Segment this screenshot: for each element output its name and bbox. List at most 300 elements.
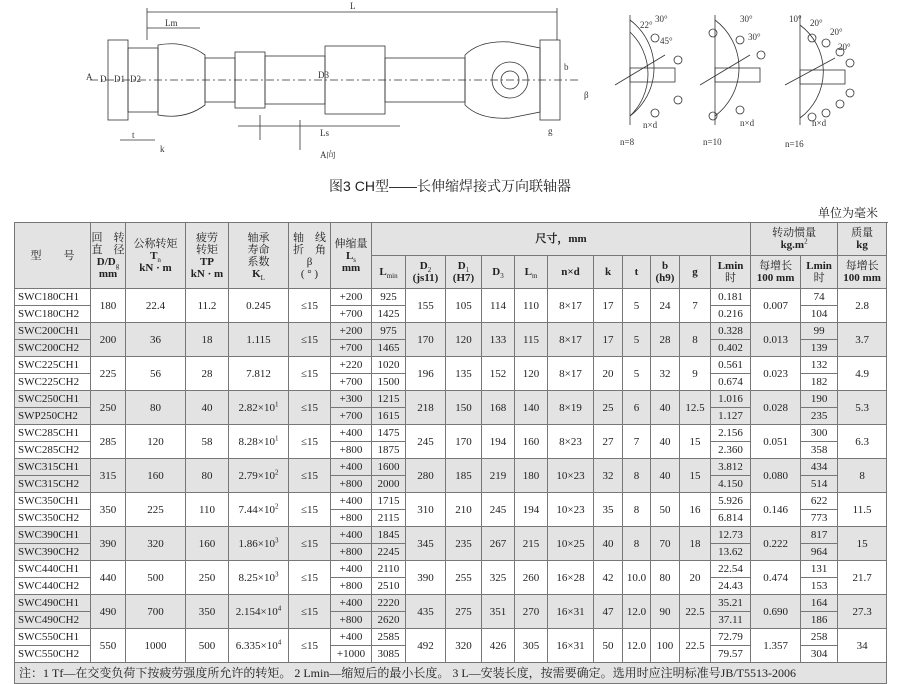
mass-per100-cell: 8 (838, 459, 887, 493)
mass-lmin-cell: 514 (801, 476, 838, 493)
kl-cell: 0.245 (229, 289, 289, 323)
d-cell: 285 (91, 425, 126, 459)
beta-cell: ≤15 (289, 561, 331, 595)
nxd-cell: 8×17 (548, 289, 594, 323)
d2h7-cell: 120 (446, 323, 482, 357)
inertia-lmin-cell: 13.62 (711, 544, 751, 561)
label-n8: n=8 (620, 137, 635, 147)
mass-lmin-cell: 300 (801, 425, 838, 442)
model-cell: SWC180CH2 (15, 306, 91, 323)
header-d3: $D_3$ (482, 256, 515, 289)
mass-lmin-cell: 131 (801, 561, 838, 578)
mass-lmin-cell: 139 (801, 340, 838, 357)
nxd-cell: 16×31 (548, 629, 594, 663)
tn-cell: 22.4 (126, 289, 186, 323)
label-D3: D3 (318, 70, 329, 80)
tp-cell: 500 (186, 629, 229, 663)
mass-per100-cell: 21.7 (838, 561, 887, 595)
lm-cell: 270 (515, 595, 548, 629)
d2h7-cell: 150 (446, 391, 482, 425)
mass-lmin-cell: 773 (801, 510, 838, 527)
model-cell: SWC490CH2 (15, 612, 91, 629)
mass-per100-cell: 5.3 (838, 391, 887, 425)
header-d2-js11: $D_2$ (js11) (406, 256, 446, 289)
b-cell: 70 (651, 527, 680, 561)
kl-cell: $2.82\times 10^1$ (229, 391, 289, 425)
nxd-cell: 8×17 (548, 323, 594, 357)
t-cell: 6 (623, 391, 651, 425)
label-n10: n=10 (703, 137, 722, 147)
lmin-cell: 1020 (372, 357, 406, 374)
model-cell: SWC350CH1 (15, 493, 91, 510)
d2js-cell: 170 (406, 323, 446, 357)
label-nxd-3: n×d (812, 118, 827, 128)
d2h7-cell: 275 (446, 595, 482, 629)
mass-per100-cell: 2.8 (838, 289, 887, 323)
label-angle-22: 22° (640, 20, 653, 30)
table-row (15, 425, 887, 442)
tp-cell: 28 (186, 357, 229, 391)
k-cell: 20 (594, 357, 623, 391)
b-cell: 28 (651, 323, 680, 357)
d-cell: 440 (91, 561, 126, 595)
label-angle-30c: 30° (748, 32, 761, 42)
mass-lmin-cell: 358 (801, 442, 838, 459)
lm-cell: 180 (515, 459, 548, 493)
d2js-cell: 218 (406, 391, 446, 425)
inertia-lmin-cell: 1.016 (711, 391, 751, 408)
label-nxd-2: n×d (740, 118, 755, 128)
label-beta: β (584, 90, 589, 100)
label-Lm: Lm (165, 18, 178, 28)
mass-lmin-cell: 964 (801, 544, 838, 561)
label-D1: D1 (114, 74, 125, 84)
header-nominal-torque: 公称转矩 $T_n$ kN · m (126, 223, 186, 289)
model-cell: SWC315CH1 (15, 459, 91, 476)
inertia-lmin-cell: 35.21 (711, 595, 751, 612)
mass-lmin-cell: 304 (801, 646, 838, 663)
lmin-cell: 1475 (372, 425, 406, 442)
b-cell: 90 (651, 595, 680, 629)
t-cell: 12.0 (623, 629, 651, 663)
model-cell: SWC285CH1 (15, 425, 91, 442)
k-cell: 47 (594, 595, 623, 629)
d3-cell: 114 (482, 289, 515, 323)
lmin-cell: 925 (372, 289, 406, 306)
nxd-cell: 8×17 (548, 357, 594, 391)
kl-cell: $2.79\times 10^2$ (229, 459, 289, 493)
d-cell: 390 (91, 527, 126, 561)
tp-cell: 350 (186, 595, 229, 629)
tn-cell: 56 (126, 357, 186, 391)
lm-cell: 305 (515, 629, 548, 663)
d2h7-cell: 210 (446, 493, 482, 527)
table-row (15, 323, 887, 340)
model-cell: SWC350CH2 (15, 510, 91, 527)
g-cell: 9 (680, 357, 711, 391)
inertia-lmin-cell: 0.674 (711, 374, 751, 391)
table-row (15, 391, 887, 408)
inertia-lmin-cell: 5.926 (711, 493, 751, 510)
mass-lmin-cell: 104 (801, 306, 838, 323)
table-row (15, 595, 887, 612)
label-angle-20a: 20° (810, 18, 823, 28)
d2js-cell: 492 (406, 629, 446, 663)
d3-cell: 168 (482, 391, 515, 425)
header-mass-per100: 每增长 100 mm (838, 256, 887, 289)
tp-cell: 11.2 (186, 289, 229, 323)
lmin-cell: 2000 (372, 476, 406, 493)
mass-lmin-cell: 164 (801, 595, 838, 612)
inertia-per100-cell: 0.474 (751, 561, 801, 595)
unit-label: 单位为毫米 (817, 206, 878, 220)
label-n16: n=16 (785, 139, 804, 149)
table-row (15, 493, 887, 510)
inertia-lmin-cell: 4.150 (711, 476, 751, 493)
k-cell: 50 (594, 629, 623, 663)
stretch-cell: +400 (331, 493, 372, 510)
stretch-cell: +700 (331, 340, 372, 357)
b-cell: 50 (651, 493, 680, 527)
inertia-lmin-cell: 0.402 (711, 340, 751, 357)
model-cell: SWC250CH1 (15, 391, 91, 408)
d2h7-cell: 255 (446, 561, 482, 595)
beta-cell: ≤15 (289, 595, 331, 629)
stretch-cell: +400 (331, 561, 372, 578)
lmin-cell: 1615 (372, 408, 406, 425)
g-cell: 22.5 (680, 629, 711, 663)
stretch-cell: +700 (331, 374, 372, 391)
inertia-per100-cell: 0.146 (751, 493, 801, 527)
header-inertia: 转动惯量 $kg.m^2$ (751, 223, 838, 256)
stretch-cell: +1000 (331, 646, 372, 663)
kl-cell: $8.25\times 10^3$ (229, 561, 289, 595)
kl-cell: $1.86\times 10^3$ (229, 527, 289, 561)
label-k: k (160, 144, 165, 154)
coupling-spec-table (14, 222, 887, 684)
k-cell: 32 (594, 459, 623, 493)
mass-lmin-cell: 190 (801, 391, 838, 408)
model-cell: SWC315CH2 (15, 476, 91, 493)
header-diameter: 回 转 直 径 $D/D_g$ mm (91, 223, 126, 289)
mass-per100-cell: 11.5 (838, 493, 887, 527)
tp-cell: 58 (186, 425, 229, 459)
kl-cell: $2.154\times 10^4$ (229, 595, 289, 629)
label-L: L (350, 1, 356, 11)
header-g: g (680, 256, 711, 289)
inertia-lmin-cell: 0.328 (711, 323, 751, 340)
stretch-cell: +220 (331, 357, 372, 374)
nxd-cell: 10×25 (548, 527, 594, 561)
inertia-lmin-cell: 0.216 (711, 306, 751, 323)
lm-cell: 140 (515, 391, 548, 425)
beta-cell: ≤15 (289, 629, 331, 663)
lmin-cell: 2585 (372, 629, 406, 646)
stretch-cell: +800 (331, 544, 372, 561)
b-cell: 32 (651, 357, 680, 391)
label-angle-30b: 30° (740, 14, 753, 24)
label-angle-20c: 20° (838, 42, 851, 52)
stretch-cell: +400 (331, 595, 372, 612)
table-row (15, 289, 887, 306)
inertia-per100-cell: 0.080 (751, 459, 801, 493)
d3-cell: 152 (482, 357, 515, 391)
inertia-per100-cell: 0.028 (751, 391, 801, 425)
stretch-cell: +400 (331, 425, 372, 442)
header-d1-h7: $D_1$ (H7) (446, 256, 482, 289)
header-inertia-lmin: Lmin 时 (711, 256, 751, 289)
inertia-lmin-cell: 72.79 (711, 629, 751, 646)
lm-cell: 115 (515, 323, 548, 357)
header-fatigue-torque: 疲劳 转矩 TP kN · m (186, 223, 229, 289)
table-row (15, 629, 887, 646)
beta-cell: ≤15 (289, 425, 331, 459)
d-cell: 250 (91, 391, 126, 425)
label-b: b (564, 62, 569, 72)
d2js-cell: 310 (406, 493, 446, 527)
nxd-cell: 8×19 (548, 391, 594, 425)
d3-cell: 133 (482, 323, 515, 357)
figure-caption: 图3 CH型——长伸缩焊接式万向联轴器 (329, 178, 571, 194)
d2h7-cell: 105 (446, 289, 482, 323)
lmin-cell: 2245 (372, 544, 406, 561)
table-row (15, 357, 887, 374)
tn-cell: 1000 (126, 629, 186, 663)
nxd-cell: 16×28 (548, 561, 594, 595)
stretch-cell: +400 (331, 527, 372, 544)
inertia-per100-cell: 0.023 (751, 357, 801, 391)
stretch-cell: +700 (331, 306, 372, 323)
label-angle-45: 45° (660, 36, 673, 46)
stretch-cell: +700 (331, 408, 372, 425)
d-cell: 490 (91, 595, 126, 629)
d-cell: 350 (91, 493, 126, 527)
tn-cell: 80 (126, 391, 186, 425)
kl-cell: $8.28\times 10^1$ (229, 425, 289, 459)
lmin-cell: 3085 (372, 646, 406, 663)
label-view-a: A向 (320, 150, 336, 160)
d2js-cell: 196 (406, 357, 446, 391)
label-t: t (132, 130, 135, 140)
t-cell: 8 (623, 459, 651, 493)
tp-cell: 110 (186, 493, 229, 527)
table-row (15, 561, 887, 578)
lm-cell: 194 (515, 493, 548, 527)
g-cell: 15 (680, 425, 711, 459)
k-cell: 40 (594, 527, 623, 561)
t-cell: 7 (623, 425, 651, 459)
label-Ls: Ls (320, 128, 329, 138)
d2h7-cell: 185 (446, 459, 482, 493)
t-cell: 5 (623, 289, 651, 323)
d2h7-cell: 170 (446, 425, 482, 459)
header-beta: 轴 线 折 角 β ( ° ) (289, 223, 331, 289)
d2js-cell: 345 (406, 527, 446, 561)
lm-cell: 160 (515, 425, 548, 459)
mass-lmin-cell: 99 (801, 323, 838, 340)
d2js-cell: 435 (406, 595, 446, 629)
g-cell: 18 (680, 527, 711, 561)
lmin-cell: 1425 (372, 306, 406, 323)
g-cell: 7 (680, 289, 711, 323)
lmin-cell: 975 (372, 323, 406, 340)
inertia-lmin-cell: 2.360 (711, 442, 751, 459)
inertia-lmin-cell: 0.181 (711, 289, 751, 306)
tn-cell: 120 (126, 425, 186, 459)
g-cell: 22.5 (680, 595, 711, 629)
label-angle-10: 10° (789, 14, 802, 24)
inertia-lmin-cell: 24.43 (711, 578, 751, 595)
lm-cell: 215 (515, 527, 548, 561)
model-cell: SWC225CH1 (15, 357, 91, 374)
inertia-per100-cell: 0.013 (751, 323, 801, 357)
inertia-per100-cell: 0.007 (751, 289, 801, 323)
inertia-lmin-cell: 79.57 (711, 646, 751, 663)
stretch-cell: +800 (331, 442, 372, 459)
stretch-cell: +200 (331, 289, 372, 306)
b-cell: 80 (651, 561, 680, 595)
nxd-cell: 10×23 (548, 493, 594, 527)
d-cell: 180 (91, 289, 126, 323)
label-D: D (100, 74, 107, 84)
b-cell: 40 (651, 391, 680, 425)
stretch-cell: +800 (331, 578, 372, 595)
k-cell: 27 (594, 425, 623, 459)
model-cell: SWP250CH2 (15, 408, 91, 425)
inertia-lmin-cell: 2.156 (711, 425, 751, 442)
b-cell: 100 (651, 629, 680, 663)
lmin-cell: 1715 (372, 493, 406, 510)
inertia-lmin-cell: 12.73 (711, 527, 751, 544)
d-cell: 315 (91, 459, 126, 493)
k-cell: 35 (594, 493, 623, 527)
kl-cell: $7.44\times 10^2$ (229, 493, 289, 527)
model-cell: SWC180CH1 (15, 289, 91, 306)
tp-cell: 250 (186, 561, 229, 595)
b-cell: 40 (651, 459, 680, 493)
header-mass: 质量 kg (838, 223, 887, 256)
lm-cell: 120 (515, 357, 548, 391)
tp-cell: 40 (186, 391, 229, 425)
table-row (15, 459, 887, 476)
header-b: b (h9) (651, 256, 680, 289)
beta-cell: ≤15 (289, 391, 331, 425)
inertia-lmin-cell: 6.814 (711, 510, 751, 527)
stretch-cell: +800 (331, 476, 372, 493)
header-inertia-per100: 每增长 100 mm (751, 256, 801, 289)
g-cell: 20 (680, 561, 711, 595)
d2js-cell: 245 (406, 425, 446, 459)
g-cell: 8 (680, 323, 711, 357)
inertia-lmin-cell: 0.561 (711, 357, 751, 374)
d-cell: 550 (91, 629, 126, 663)
stretch-cell: +800 (331, 612, 372, 629)
t-cell: 5 (623, 357, 651, 391)
model-cell: SWC490CH1 (15, 595, 91, 612)
mass-per100-cell: 3.7 (838, 323, 887, 357)
mass-per100-cell: 4.9 (838, 357, 887, 391)
d3-cell: 219 (482, 459, 515, 493)
beta-cell: ≤15 (289, 323, 331, 357)
mass-lmin-cell: 186 (801, 612, 838, 629)
stretch-cell: +300 (331, 391, 372, 408)
mass-per100-cell: 34 (838, 629, 887, 663)
beta-cell: ≤15 (289, 459, 331, 493)
model-cell: SWC390CH2 (15, 544, 91, 561)
mass-lmin-cell: 817 (801, 527, 838, 544)
label-A: A (86, 72, 93, 82)
d2js-cell: 280 (406, 459, 446, 493)
mass-per100-cell: 6.3 (838, 425, 887, 459)
lm-cell: 260 (515, 561, 548, 595)
kl-cell: 1.115 (229, 323, 289, 357)
stretch-cell: +400 (331, 459, 372, 476)
model-cell: SWC390CH1 (15, 527, 91, 544)
beta-cell: ≤15 (289, 357, 331, 391)
lmin-cell: 1500 (372, 374, 406, 391)
model-cell: SWC200CH2 (15, 340, 91, 357)
d3-cell: 267 (482, 527, 515, 561)
mass-lmin-cell: 258 (801, 629, 838, 646)
tn-cell: 320 (126, 527, 186, 561)
header-dimensions: 尺寸，mm (372, 223, 751, 256)
t-cell: 5 (623, 323, 651, 357)
nxd-cell: 8×23 (548, 425, 594, 459)
d-cell: 200 (91, 323, 126, 357)
header-model: 型 号 (15, 223, 91, 289)
header-nxd: n×d (548, 256, 594, 289)
lmin-cell: 2110 (372, 561, 406, 578)
mass-lmin-cell: 622 (801, 493, 838, 510)
lmin-cell: 2510 (372, 578, 406, 595)
header-lmin: $L_{min}$ (372, 256, 406, 289)
d2h7-cell: 320 (446, 629, 482, 663)
inertia-lmin-cell: 3.812 (711, 459, 751, 476)
model-cell: SWC550CH2 (15, 646, 91, 663)
lmin-cell: 1465 (372, 340, 406, 357)
tp-cell: 160 (186, 527, 229, 561)
header-mass-lmin: Lmin 时 (801, 256, 838, 289)
mass-lmin-cell: 182 (801, 374, 838, 391)
label-D2: D2 (130, 74, 141, 84)
stretch-cell: +200 (331, 323, 372, 340)
mass-lmin-cell: 235 (801, 408, 838, 425)
inertia-lmin-cell: 1.127 (711, 408, 751, 425)
kl-cell: $6.335\times 10^4$ (229, 629, 289, 663)
inertia-per100-cell: 0.222 (751, 527, 801, 561)
t-cell: 8 (623, 493, 651, 527)
d3-cell: 325 (482, 561, 515, 595)
model-cell: SWC200CH1 (15, 323, 91, 340)
d3-cell: 351 (482, 595, 515, 629)
k-cell: 17 (594, 323, 623, 357)
model-cell: SWC285CH2 (15, 442, 91, 459)
tn-cell: 160 (126, 459, 186, 493)
header-stretch: 伸缩量 $L_s$ mm (331, 223, 372, 289)
g-cell: 15 (680, 459, 711, 493)
label-angle-20b: 20° (830, 27, 843, 37)
beta-cell: ≤15 (289, 527, 331, 561)
inertia-per100-cell: 0.051 (751, 425, 801, 459)
g-cell: 16 (680, 493, 711, 527)
tn-cell: 700 (126, 595, 186, 629)
inertia-lmin-cell: 22.54 (711, 561, 751, 578)
beta-cell: ≤15 (289, 493, 331, 527)
k-cell: 17 (594, 289, 623, 323)
t-cell: 12.0 (623, 595, 651, 629)
d2js-cell: 390 (406, 561, 446, 595)
kl-cell: 7.812 (229, 357, 289, 391)
